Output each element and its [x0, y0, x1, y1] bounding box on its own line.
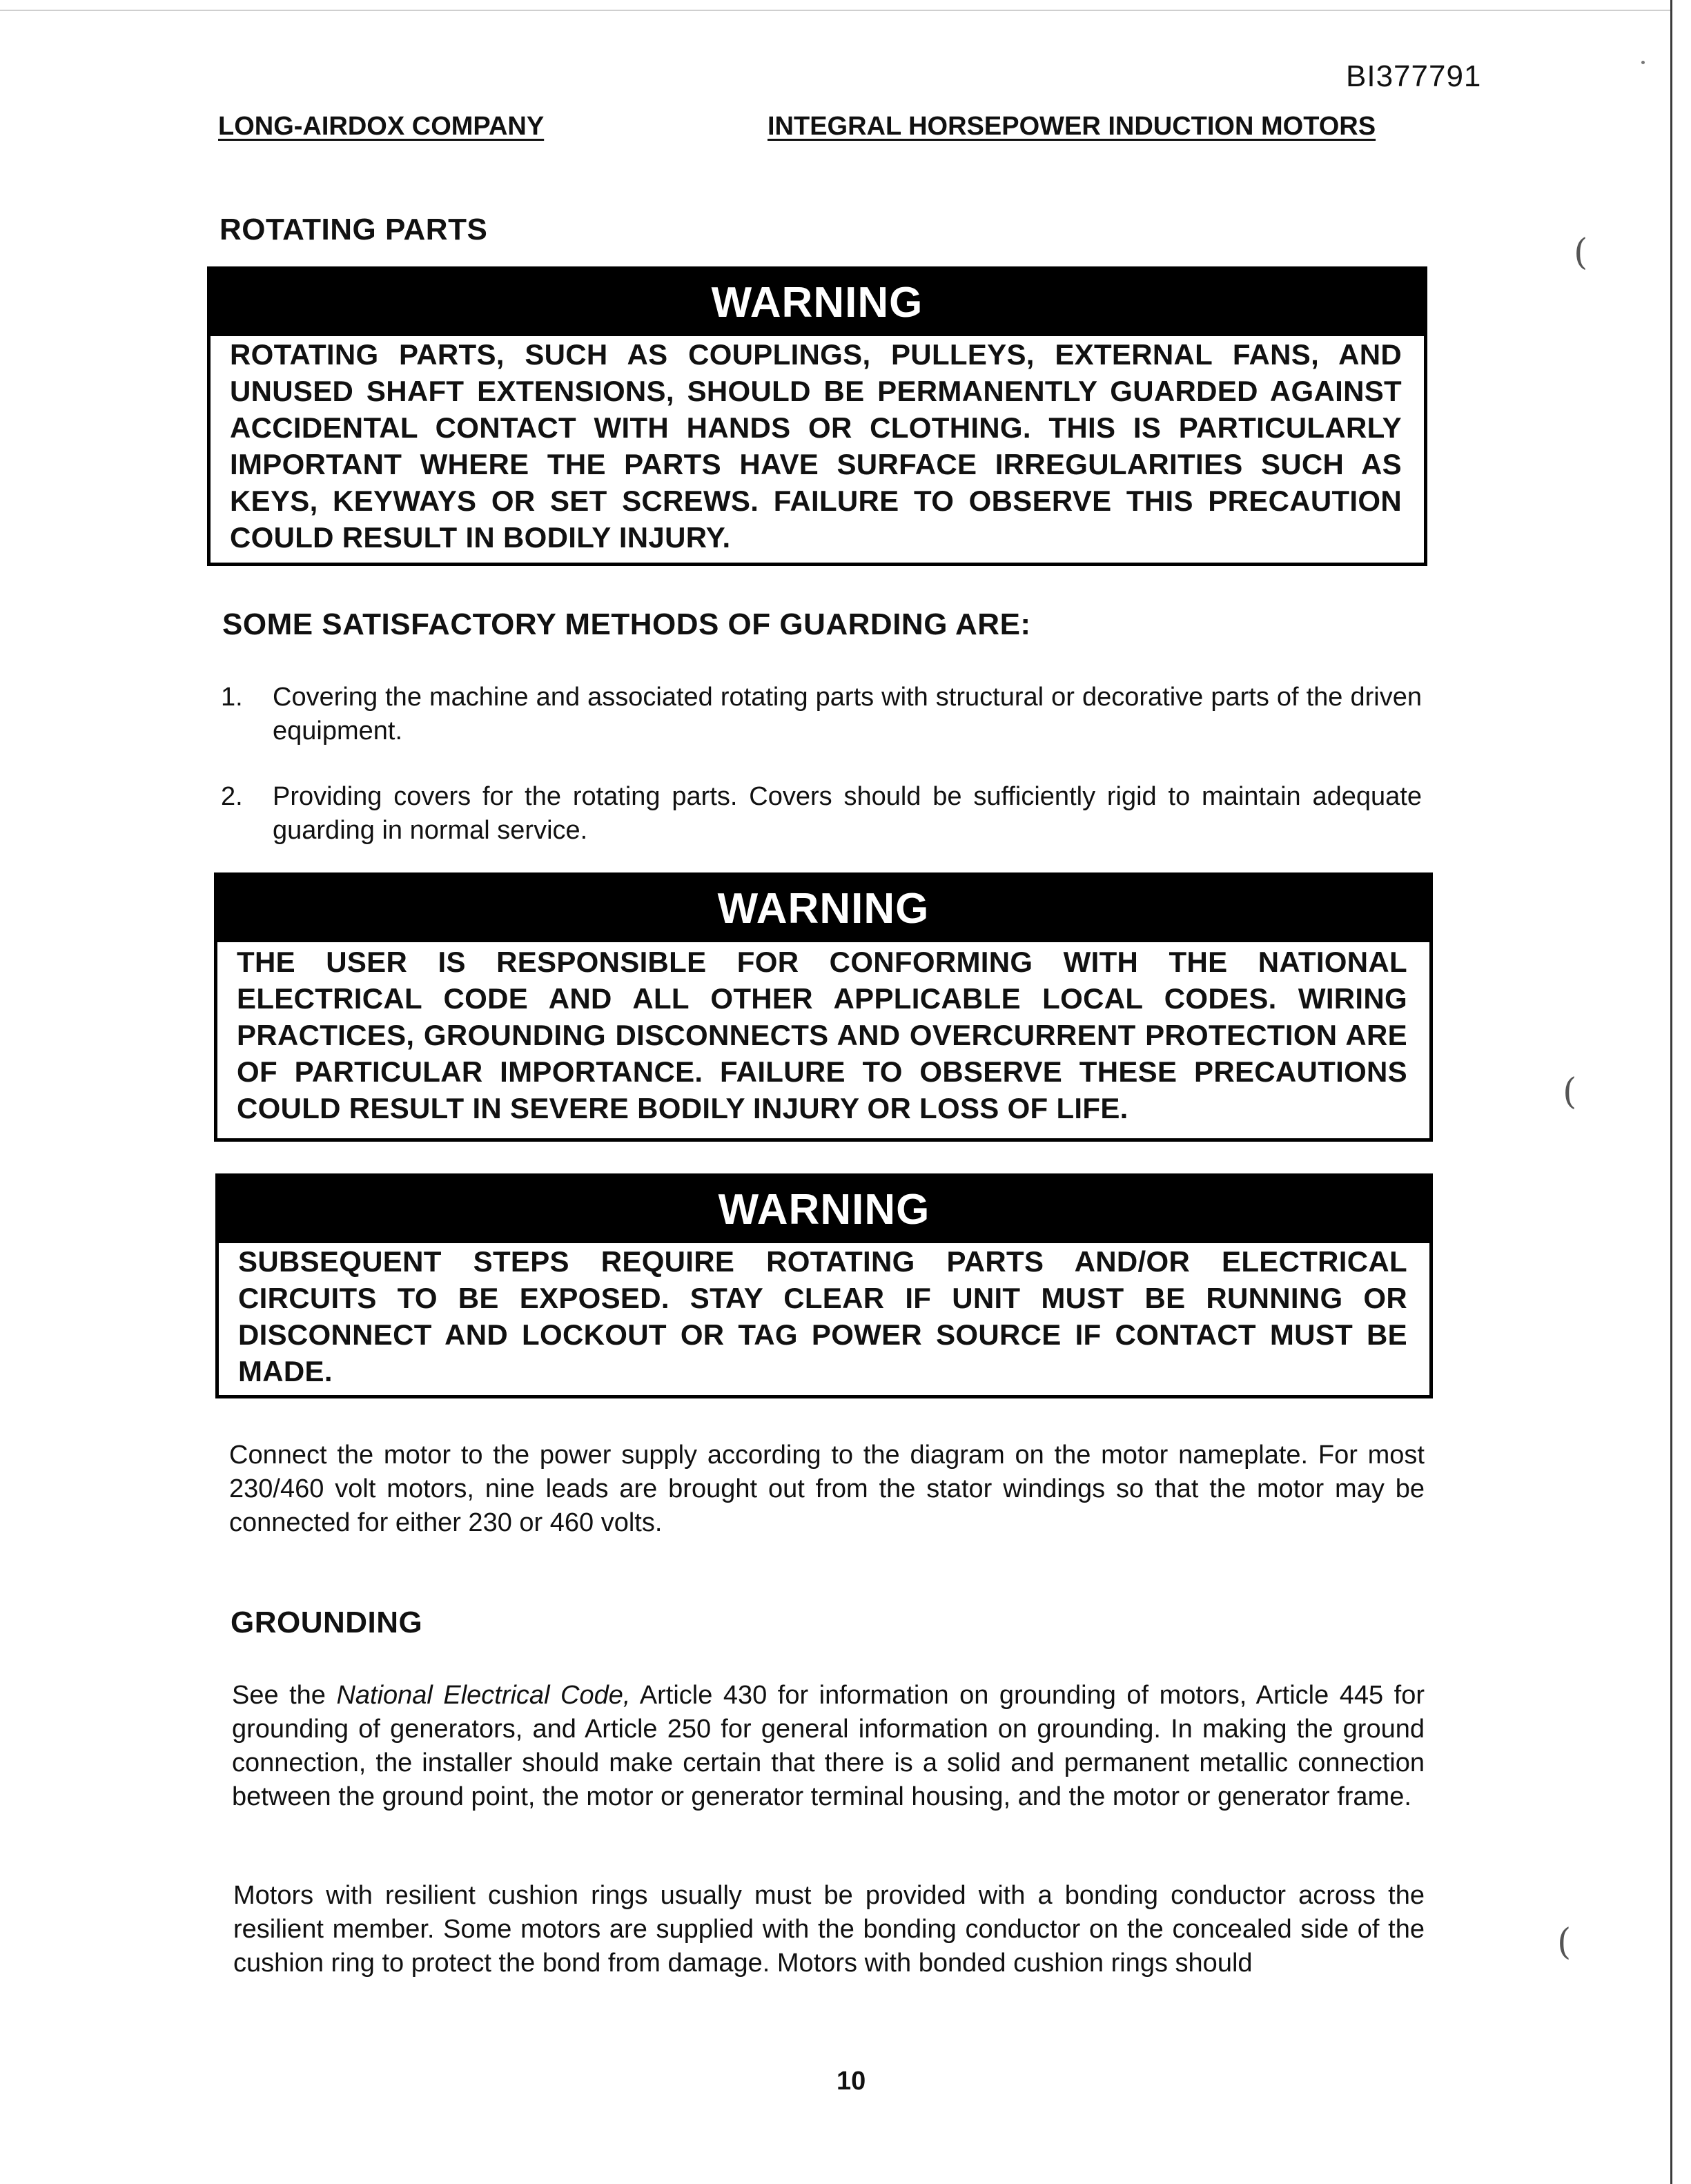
- warning-text: THE USER IS RESPONSIBLE FOR CONFORMING WITH THE NATIONAL ELECTRICAL CODE AND ALL OTHER APPLICABLE LOCAL CODES. WIRING PRACTICES, GROUNDING DISCONNECTS AND OVERCURRENT PROTECTION ARE OF PARTICULAR IMPORTANCE. FAILURE TO OBSERVE THESE PRECAUTIONS COULD RESULT IN SEVERE BODILY INJURY OR LOSS OF LIFE.: [237, 946, 1407, 1124]
- warning-box-exposed-parts: [215, 1173, 1433, 1398]
- margin-mark: (: [1557, 1922, 1572, 1963]
- warning-label: WARNING: [219, 1177, 1429, 1243]
- warning-label: WARNING: [211, 270, 1424, 336]
- warning-label: WARNING: [217, 876, 1429, 942]
- scan-edge-top: [0, 10, 1670, 11]
- grounding-rest-text: Article 430 for information on grounding of motors, Article 445 for grounding of generators, and Article 250 for general information on grounding. In making the ground connection, the installer should make certain that there is a solid and permanent metallic connection between the ground point, the motor or generator terminal housing, and the motor or generator frame.: [232, 1681, 1425, 1811]
- header-company: LONG-AIRDOX COMPANY: [218, 112, 545, 141]
- list-item-text: Providing covers for the rotating parts. Covers should be sufficiently rigid to maintain adequate guarding in normal service.: [273, 782, 1422, 845]
- warning-box-rotating-parts: [207, 266, 1427, 566]
- page-number: 10: [837, 2067, 866, 2096]
- warning-box-electrical-code: [214, 872, 1433, 1142]
- code-title: National Electrical Code,: [336, 1681, 631, 1710]
- heading-rotating-parts: ROTATING PARTS: [219, 213, 488, 246]
- heading-grounding: GROUNDING: [231, 1606, 423, 1639]
- document-id: BI377791: [1346, 59, 1482, 93]
- heading-guarding-methods: SOME SATISFACTORY METHODS OF GUARDING ARE:: [222, 607, 1031, 641]
- warning-text: ROTATING PARTS, SUCH AS COUPLINGS, PULLEYS, EXTERNAL FANS, AND UNUSED SHAFT EXTENSIONS, SHOULD BE PERMANENTLY GUARDED AGAINST ACCIDENTAL CONTACT WITH HANDS OR CLOTHING. THIS IS PARTICULARLY IMPORTANT WHERE THE PARTS HAVE SURFACE IRREGULARITIES SUCH AS KEYS, KEYWAYS OR SET SCREWS. FAILURE TO OBSERVE THIS PRECAUTION COULD RESULT IN BODILY INJURY.: [230, 338, 1402, 554]
- list-item-number: 1.: [221, 683, 243, 712]
- list-item: [221, 780, 1422, 848]
- list-item-text: Covering the machine and associated rotating parts with structural or decorative parts of the driven equipment.: [273, 683, 1422, 745]
- margin-mark: (: [1574, 232, 1588, 273]
- paragraph-connect-motor: Connect the motor to the power supply according to the diagram on the motor nameplate. For most 230/460 volt motors, nine leads are brought out from the stator windings so that the motor may be connected for either 230 or 460 volts.: [229, 1441, 1425, 1537]
- scan-speck: [1641, 61, 1645, 64]
- warning-text: SUBSEQUENT STEPS REQUIRE ROTATING PARTS AND/OR ELECTRICAL CIRCUITS TO BE EXPOSED. STAY CLEAR IF UNIT MUST BE RUNNING OR DISCONNECT AND LOCKOUT OR TAG POWER SOURCE IF CONTACT MUST BE MADE.: [238, 1245, 1407, 1387]
- list-item: [221, 681, 1422, 748]
- paragraph-cushion-rings: Motors with resilient cushion rings usually must be provided with a bonding conductor across the resilient member. Some motors are supplied with the bonding conductor on the concealed side of the cushion ring to protect the bond from damage. Motors with bonded cushion rings should: [233, 1881, 1425, 1978]
- header-title: INTEGRAL HORSEPOWER INDUCTION MOTORS: [768, 112, 1376, 141]
- list-item-number: 2.: [221, 782, 243, 811]
- scan-edge-right: [1670, 0, 1672, 2184]
- margin-mark: (: [1563, 1071, 1577, 1113]
- grounding-lead-text: See the: [232, 1681, 337, 1710]
- paragraph-grounding: [232, 1679, 1425, 1814]
